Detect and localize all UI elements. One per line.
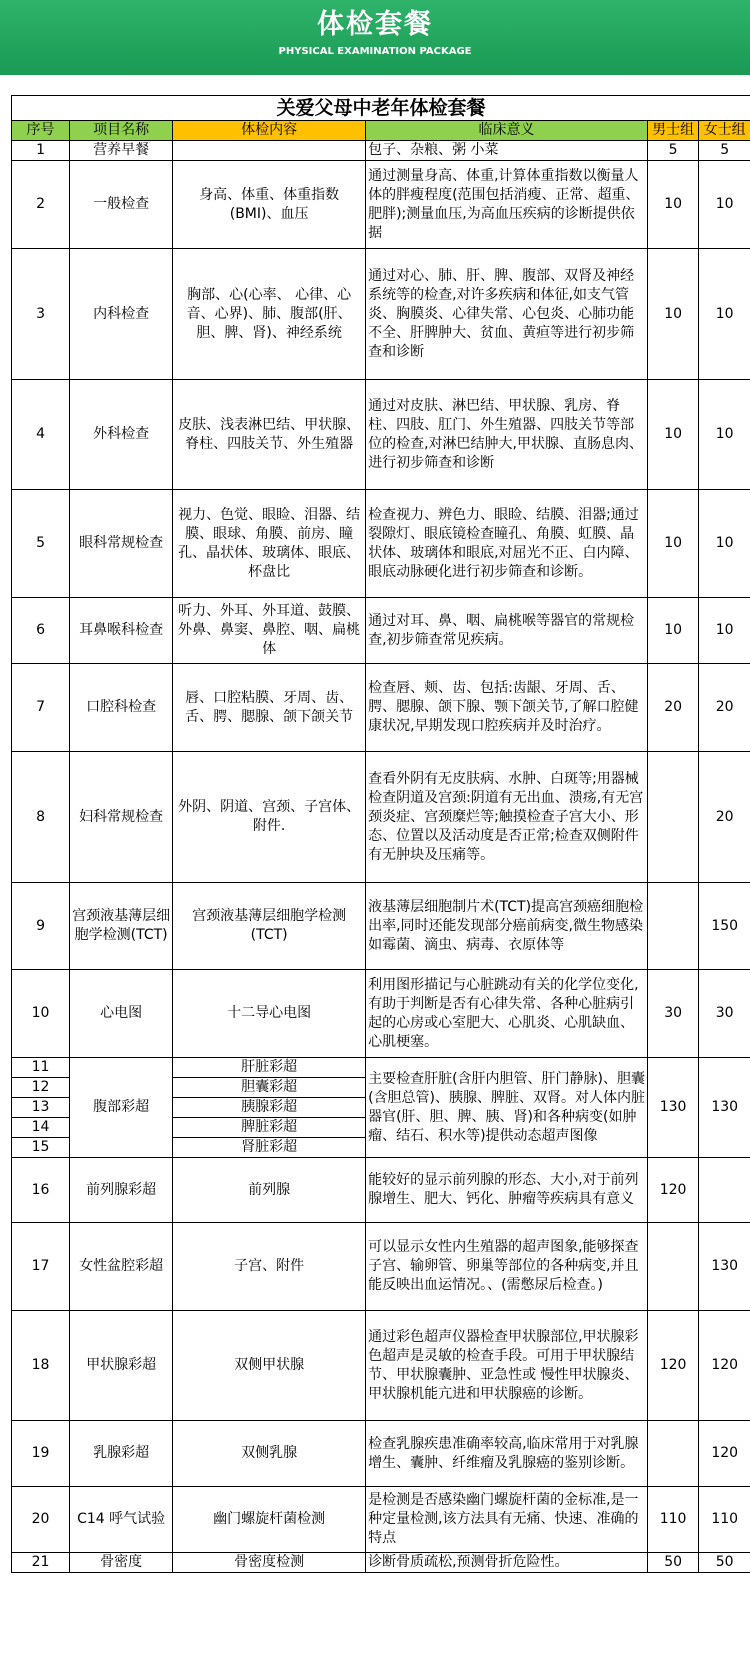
row-name-cell: 女性盆腔彩超 <box>70 1223 173 1311</box>
row-female-price-cell: 110 <box>699 1487 750 1553</box>
row-content-cell: 肝脏彩超 <box>173 1058 366 1078</box>
page-title: 体检套餐 <box>317 9 433 40</box>
row-name-cell: 口腔科检查 <box>70 664 173 752</box>
row-male-price-cell <box>647 883 699 970</box>
row-female-price-cell: 30 <box>699 970 750 1058</box>
col-header-male: 男士组 <box>647 121 699 141</box>
page-subtitle: PHYSICAL EXAMINATION PACKAGE <box>278 46 472 57</box>
row-name-cell: 骨密度 <box>70 1553 173 1573</box>
table-row <box>12 664 750 752</box>
abdomen-group <box>12 1058 750 1158</box>
row-no-cell: 20 <box>12 1487 70 1553</box>
row-name-cell: 宫颈液基薄层细胞学检测(TCT) <box>70 883 173 970</box>
row-female-price-cell: 120 <box>699 1311 750 1421</box>
abdomen-name-cell: 腹部彩超 <box>70 1058 173 1158</box>
row-content-cell: 十二导心电图 <box>173 970 366 1058</box>
row-female-price-cell <box>699 1158 750 1223</box>
row-no-cell: 18 <box>12 1311 70 1421</box>
table-title: 关爱父母中老年体检套餐 <box>12 96 750 121</box>
row-content-cell: 唇、口腔粘膜、牙周、齿、舌、腭、腮腺、颌下颌关节 <box>173 664 366 752</box>
table-row <box>12 1158 750 1223</box>
row-content-cell: 子宫、附件 <box>173 1223 366 1311</box>
row-male-price-cell <box>647 752 699 883</box>
row-no-cell: 11 <box>12 1058 70 1078</box>
table-row <box>12 752 750 883</box>
row-no-cell: 9 <box>12 883 70 970</box>
row-male-price-cell: 10 <box>647 598 699 664</box>
row-no-cell: 16 <box>12 1158 70 1223</box>
row-meaning-cell: 检查唇、颊、齿、包括:齿龈、牙周、舌、腭、腮腺、颌下腺、颚下颌关节,了解口腔健康状况,早期发现口腔疾病并及时治疗。 <box>366 664 648 752</box>
table-row <box>12 1421 750 1487</box>
row-name-cell: 营养早餐 <box>70 141 173 161</box>
row-content-cell: 皮肤、浅表淋巴结、甲状腺、脊柱、四肢关节、外生殖器 <box>173 380 366 490</box>
row-meaning-cell: 通过测量身高、体重,计算体重指数以衡量人体的胖瘦程度(范围包括消瘦、正常、超重、肥胖);测量血压,为高血压疾病的诊断提供依据 <box>366 161 648 249</box>
row-meaning-cell: 通过对耳、鼻、咽、扁桃喉等器官的常规检查,初步筛查常见疾病。 <box>366 598 648 664</box>
row-no-cell: 5 <box>12 490 70 598</box>
col-header-no: 序号 <box>12 121 70 141</box>
row-name-cell: 妇科常规检查 <box>70 752 173 883</box>
header-banner <box>0 0 750 75</box>
row-no-cell: 10 <box>12 970 70 1058</box>
row-meaning-cell: 通过对皮肤、淋巴结、甲状腺、乳房、脊柱、四肢、肛门、外生殖器、四肢关节等部位的检查,对淋巴结肿大,甲状腺、直肠息肉、进行初步筛查和诊断 <box>366 380 648 490</box>
row-name-cell: 一般检查 <box>70 161 173 249</box>
row-female-price-cell: 5 <box>699 141 750 161</box>
table-row <box>12 249 750 380</box>
row-name-cell: 耳鼻喉科检查 <box>70 598 173 664</box>
row-content-cell: 外阴、阴道、宫颈、子宫体、附件. <box>173 752 366 883</box>
row-female-price-cell: 20 <box>699 752 750 883</box>
row-content-cell: 脾脏彩超 <box>173 1118 366 1138</box>
row-content-cell: 胆囊彩超 <box>173 1078 366 1098</box>
table-row <box>12 1487 750 1553</box>
table-row <box>12 1058 750 1078</box>
row-female-price-cell: 130 <box>699 1223 750 1311</box>
table-row <box>12 883 750 970</box>
table-row <box>12 490 750 598</box>
row-name-cell: 前列腺彩超 <box>70 1158 173 1223</box>
row-male-price-cell: 30 <box>647 970 699 1058</box>
package-table <box>11 95 750 1573</box>
row-content-cell: 肾脏彩超 <box>173 1138 366 1158</box>
row-content-cell: 视力、色觉、眼睑、泪器、结膜、眼球、角膜、前房、瞳孔、晶状体、玻璃体、眼底、杯盘比 <box>173 490 366 598</box>
col-header-name: 项目名称 <box>70 121 173 141</box>
row-no-cell: 17 <box>12 1223 70 1311</box>
row-meaning-cell: 通过对心、肺、肝、脾、腹部、双肾及神经系统等的检查,对许多疾病和体征,如支气管炎、胸膜炎、心律失常、心包炎、心肺功能不全、肝脾肿大、贫血、黄疸等进行初步筛查和诊断 <box>366 249 648 380</box>
row-no-cell: 7 <box>12 664 70 752</box>
table-row <box>12 141 750 161</box>
table-row <box>12 970 750 1058</box>
table-row <box>12 1311 750 1421</box>
col-header-female: 女士组 <box>699 121 750 141</box>
row-content-cell: 骨密度检测 <box>173 1553 366 1573</box>
table-row <box>12 598 750 664</box>
row-meaning-cell: 诊断骨质疏松,预测骨折危险性。 <box>366 1553 648 1573</box>
row-no-cell: 6 <box>12 598 70 664</box>
row-name-cell: 外科检查 <box>70 380 173 490</box>
abdomen-male-price-cell: 130 <box>647 1058 699 1158</box>
table-row <box>12 1553 750 1573</box>
row-male-price-cell: 10 <box>647 161 699 249</box>
row-female-price-cell: 120 <box>699 1421 750 1487</box>
row-meaning-cell: 检查乳腺疾患准确率较高,临床常用于对乳腺增生、囊肿、纤维瘤及乳腺癌的鉴别诊断。 <box>366 1421 648 1487</box>
row-content-cell: 胰腺彩超 <box>173 1098 366 1118</box>
rows-group-b <box>12 1158 750 1573</box>
row-male-price-cell: 110 <box>647 1487 699 1553</box>
row-male-price-cell: 5 <box>647 141 699 161</box>
row-female-price-cell: 10 <box>699 490 750 598</box>
row-male-price-cell: 120 <box>647 1311 699 1421</box>
row-content-cell <box>173 141 366 161</box>
table-row <box>12 1223 750 1311</box>
row-meaning-cell: 液基薄层细胞制片术(TCT)提高宫颈癌细胞检出率,同时还能发现部分癌前病变,微生物感染如霉菌、滴虫、病毒、衣原体等 <box>366 883 648 970</box>
row-male-price-cell: 10 <box>647 490 699 598</box>
row-female-price-cell: 150 <box>699 883 750 970</box>
abdomen-meaning-cell: 主要检查肝脏(含肝内胆管、肝门静脉)、胆囊(含胆总管)、胰腺、脾脏、双肾。对人体内脏器官(肝、胆、脾、胰、肾)和各种病变(如肿瘤、结石、积水等)提供动态超声图像 <box>366 1058 648 1158</box>
row-male-price-cell: 120 <box>647 1158 699 1223</box>
row-no-cell: 13 <box>12 1098 70 1118</box>
row-female-price-cell: 20 <box>699 664 750 752</box>
row-female-price-cell: 10 <box>699 380 750 490</box>
row-meaning-cell: 可以显示女性内生殖器的超声图象,能够探查子宫、输卵管、卵巢等部位的各种病变,并且能反映出血运情况。、(需憋尿后检查。) <box>366 1223 648 1311</box>
row-content-cell: 身高、体重、体重指数(BMI)、血压 <box>173 161 366 249</box>
row-name-cell: 甲状腺彩超 <box>70 1311 173 1421</box>
table-row <box>12 380 750 490</box>
row-male-price-cell <box>647 1223 699 1311</box>
table-title-row <box>12 96 750 121</box>
table-row <box>12 161 750 249</box>
row-no-cell: 2 <box>12 161 70 249</box>
row-male-price-cell: 10 <box>647 249 699 380</box>
row-no-cell: 14 <box>12 1118 70 1138</box>
row-male-price-cell <box>647 1421 699 1487</box>
row-meaning-cell: 包子、杂粮、粥 小菜 <box>366 141 648 161</box>
row-male-price-cell: 50 <box>647 1553 699 1573</box>
row-no-cell: 12 <box>12 1078 70 1098</box>
row-meaning-cell: 查看外阴有无皮肤病、水肿、白斑等;用器械检查阴道及宫颈:阴道有无出血、溃疡,有无宫颈炎症、宫颈糜烂等;触摸检查子宫大小、形态、位置以及活动度是否正常;检查双侧附件有无肿块及压痛等。 <box>366 752 648 883</box>
header-row <box>12 121 750 141</box>
row-meaning-cell: 是检测是否感染幽门螺旋杆菌的金标准,是一种定量检测,该方法具有无痛、快速、准确的特点 <box>366 1487 648 1553</box>
row-female-price-cell: 50 <box>699 1553 750 1573</box>
row-name-cell: 内科检查 <box>70 249 173 380</box>
row-no-cell: 21 <box>12 1553 70 1573</box>
row-female-price-cell: 10 <box>699 249 750 380</box>
row-female-price-cell: 10 <box>699 161 750 249</box>
row-no-cell: 4 <box>12 380 70 490</box>
row-content-cell: 胸部、心(心率、 心律、心音、心界)、肺、腹部(肝、胆、脾、肾)、神经系统 <box>173 249 366 380</box>
row-no-cell: 1 <box>12 141 70 161</box>
row-content-cell: 宫颈液基薄层细胞学检测(TCT) <box>173 883 366 970</box>
row-no-cell: 19 <box>12 1421 70 1487</box>
row-content-cell: 双侧乳腺 <box>173 1421 366 1487</box>
row-name-cell: C14 呼气试验 <box>70 1487 173 1553</box>
col-header-content: 体检内容 <box>173 121 366 141</box>
row-male-price-cell: 10 <box>647 380 699 490</box>
row-male-price-cell: 20 <box>647 664 699 752</box>
row-name-cell: 乳腺彩超 <box>70 1421 173 1487</box>
abdomen-female-price-cell: 130 <box>699 1058 750 1158</box>
row-content-cell: 双侧甲状腺 <box>173 1311 366 1421</box>
row-content-cell: 前列腺 <box>173 1158 366 1223</box>
row-name-cell: 眼科常规检查 <box>70 490 173 598</box>
row-name-cell: 心电图 <box>70 970 173 1058</box>
row-no-cell: 3 <box>12 249 70 380</box>
row-content-cell: 幽门螺旋杆菌检测 <box>173 1487 366 1553</box>
row-no-cell: 8 <box>12 752 70 883</box>
row-female-price-cell: 10 <box>699 598 750 664</box>
row-meaning-cell: 检查视力、辨色力、眼睑、结膜、泪器;通过裂隙灯、眼底镜检查瞳孔、角膜、虹膜、晶状体、玻璃体和眼底,对屈光不正、白内障、眼底动脉硬化进行初步筛查和诊断。 <box>366 490 648 598</box>
row-meaning-cell: 能较好的显示前列腺的形态、大小,对于前列腺增生、肥大、钙化、肿瘤等疾病具有意义 <box>366 1158 648 1223</box>
row-no-cell: 15 <box>12 1138 70 1158</box>
col-header-meaning: 临床意义 <box>366 121 648 141</box>
row-meaning-cell: 利用图形描记与心脏跳动有关的化学位变化,有助于判断是否有心律失常、各种心脏病引起的心房或心室肥大、心肌炎、心肌缺血、心肌梗塞。 <box>366 970 648 1058</box>
rows-group-a <box>12 141 750 1058</box>
row-meaning-cell: 通过彩色超声仪器检查甲状腺部位,甲状腺彩色超声是灵敏的检查手段。可用于甲状腺结节、甲状腺囊肿、亚急性或 慢性甲状腺炎、甲状腺机能亢进和甲状腺癌的诊断。 <box>366 1311 648 1421</box>
row-content-cell: 听力、外耳、外耳道、鼓膜、外鼻、鼻窦、鼻腔、咽、扁桃体 <box>173 598 366 664</box>
